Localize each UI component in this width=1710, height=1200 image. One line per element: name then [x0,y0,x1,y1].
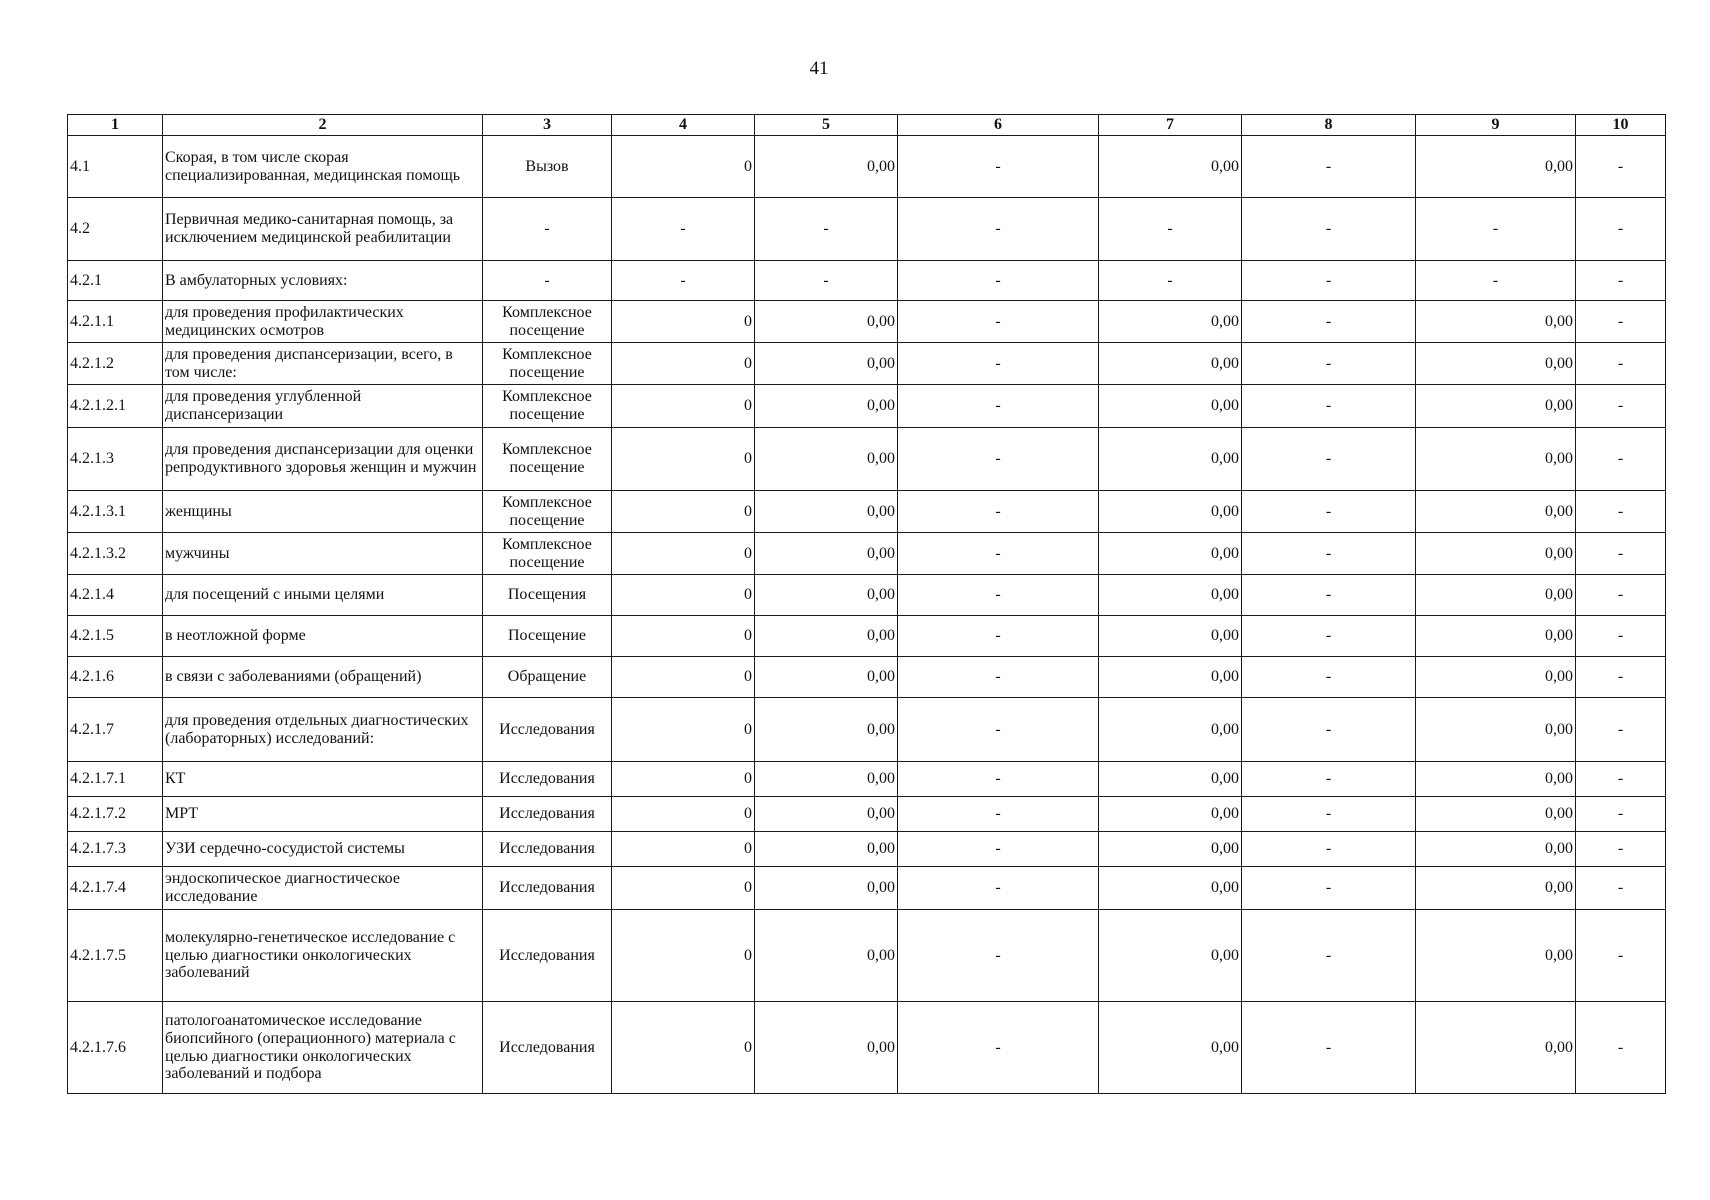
row-col7-value: 0,00 [1099,910,1242,1002]
row-col7-value: 0,00 [1099,428,1242,491]
row-name: Первичная медико-санитарная помощь, за исключением медицинской реабилитации [163,198,483,261]
row-col7-value: 0,00 [1099,136,1242,198]
row-col4-value: 0 [612,136,755,198]
row-col6-value: - [898,198,1099,261]
row-code: 4.2.1.7.3 [68,832,163,867]
row-unit: - [483,261,612,301]
row-unit: - [483,198,612,261]
row-col9-value: 0,00 [1416,762,1576,797]
row-col6-value: - [898,385,1099,428]
row-col8-value: - [1242,575,1416,616]
row-col8-value: - [1242,867,1416,910]
row-col7-value: 0,00 [1099,491,1242,533]
row-col8-value: - [1242,616,1416,657]
row-col9-value: 0,00 [1416,832,1576,867]
row-col10-value: - [1576,533,1666,575]
column-header-6: 6 [898,115,1099,136]
row-col6-value: - [898,533,1099,575]
row-col4-value: - [612,261,755,301]
row-code: 4.2.1.7 [68,698,163,762]
row-code: 4.2 [68,198,163,261]
row-col7-value: 0,00 [1099,301,1242,343]
row-col7-value: 0,00 [1099,533,1242,575]
row-col8-value: - [1242,343,1416,385]
row-col7-value: 0,00 [1099,832,1242,867]
row-col5-value: 0,00 [755,575,898,616]
row-code: 4.2.1.2.1 [68,385,163,428]
table-row [68,533,1666,575]
row-unit: Комплексное посещение [483,343,612,385]
row-col5-value: 0,00 [755,343,898,385]
row-col7-value: - [1099,198,1242,261]
row-col9-value: 0,00 [1416,385,1576,428]
row-name: молекулярно-генетическое исследование с целью диагностики онкологических заболеваний [163,910,483,1002]
row-name: в связи с заболеваниями (обращений) [163,657,483,698]
table-row [68,575,1666,616]
row-col4-value: - [612,198,755,261]
row-code: 4.2.1.4 [68,575,163,616]
row-col10-value: - [1576,797,1666,832]
table-row [68,657,1666,698]
row-col7-value: 0,00 [1099,867,1242,910]
row-col4-value: 0 [612,832,755,867]
column-header-4: 4 [612,115,755,136]
row-col6-value: - [898,616,1099,657]
row-name: мужчины [163,533,483,575]
row-col5-value: 0,00 [755,832,898,867]
row-col8-value: - [1242,261,1416,301]
row-col6-value: - [898,428,1099,491]
row-col6-value: - [898,1002,1099,1094]
page-number: 41 [809,58,829,79]
table-row [68,1002,1666,1094]
row-col9-value: 0,00 [1416,797,1576,832]
row-col8-value: - [1242,136,1416,198]
row-col10-value: - [1576,198,1666,261]
table-row [68,797,1666,832]
table-row [68,832,1666,867]
row-col7-value: 0,00 [1099,797,1242,832]
row-unit: Комплексное посещение [483,428,612,491]
row-col4-value: 0 [612,910,755,1002]
header-row [68,115,1666,136]
row-col9-value: - [1416,261,1576,301]
row-col6-value: - [898,261,1099,301]
row-name: УЗИ сердечно-сосудистой системы [163,832,483,867]
row-col8-value: - [1242,910,1416,1002]
row-col5-value: 0,00 [755,301,898,343]
row-code: 4.2.1.7.1 [68,762,163,797]
row-col5-value: 0,00 [755,910,898,1002]
table-row [68,910,1666,1002]
row-name: для проведения углубленной диспансеризации [163,385,483,428]
table-row [68,698,1666,762]
row-col10-value: - [1576,867,1666,910]
row-col4-value: 0 [612,1002,755,1094]
row-col5-value: 0,00 [755,136,898,198]
row-col4-value: 0 [612,657,755,698]
row-col5-value: 0,00 [755,698,898,762]
row-name: МРТ [163,797,483,832]
row-name: в неотложной форме [163,616,483,657]
row-unit: Посещения [483,575,612,616]
row-col9-value: 0,00 [1416,657,1576,698]
row-col5-value: - [755,198,898,261]
row-col4-value: 0 [612,385,755,428]
row-col5-value: 0,00 [755,657,898,698]
row-col6-value: - [898,491,1099,533]
row-col4-value: 0 [612,575,755,616]
row-col9-value: 0,00 [1416,575,1576,616]
row-code: 4.2.1.7.2 [68,797,163,832]
row-col10-value: - [1576,136,1666,198]
row-col10-value: - [1576,657,1666,698]
row-col8-value: - [1242,832,1416,867]
row-col6-value: - [898,575,1099,616]
row-col8-value: - [1242,491,1416,533]
row-col8-value: - [1242,797,1416,832]
row-col10-value: - [1576,428,1666,491]
row-col4-value: 0 [612,301,755,343]
row-col9-value: 0,00 [1416,428,1576,491]
row-code: 4.2.1.3.2 [68,533,163,575]
row-col9-value: 0,00 [1416,343,1576,385]
row-col9-value: 0,00 [1416,491,1576,533]
row-col8-value: - [1242,428,1416,491]
row-code: 4.2.1.6 [68,657,163,698]
row-col9-value: 0,00 [1416,301,1576,343]
row-col10-value: - [1576,698,1666,762]
row-col10-value: - [1576,343,1666,385]
row-col6-value: - [898,343,1099,385]
row-col7-value: 0,00 [1099,762,1242,797]
row-col8-value: - [1242,385,1416,428]
row-col7-value: 0,00 [1099,1002,1242,1094]
row-col10-value: - [1576,385,1666,428]
row-col9-value: 0,00 [1416,910,1576,1002]
row-col4-value: 0 [612,797,755,832]
row-col4-value: 0 [612,762,755,797]
row-code: 4.2.1.1 [68,301,163,343]
row-col4-value: 0 [612,698,755,762]
table-row [68,762,1666,797]
row-col4-value: 0 [612,616,755,657]
row-col9-value: 0,00 [1416,867,1576,910]
row-unit: Исследования [483,832,612,867]
row-col10-value: - [1576,261,1666,301]
row-col7-value: 0,00 [1099,657,1242,698]
row-col6-value: - [898,657,1099,698]
table-row [68,301,1666,343]
row-unit: Вызов [483,136,612,198]
table-row [68,867,1666,910]
column-header-1: 1 [68,115,163,136]
row-col4-value: 0 [612,343,755,385]
row-code: 4.2.1 [68,261,163,301]
row-col10-value: - [1576,832,1666,867]
row-col10-value: - [1576,616,1666,657]
row-unit: Комплексное посещение [483,491,612,533]
row-name: женщины [163,491,483,533]
row-col5-value: 0,00 [755,616,898,657]
row-code: 4.2.1.2 [68,343,163,385]
row-col6-value: - [898,867,1099,910]
row-code: 4.2.1.5 [68,616,163,657]
row-col5-value: 0,00 [755,385,898,428]
row-unit: Обращение [483,657,612,698]
row-col4-value: 0 [612,533,755,575]
row-col9-value: 0,00 [1416,616,1576,657]
row-col8-value: - [1242,301,1416,343]
row-col7-value: - [1099,261,1242,301]
row-col8-value: - [1242,657,1416,698]
row-name: для проведения отдельных диагностических (лабораторных) исследований: [163,698,483,762]
row-col7-value: 0,00 [1099,698,1242,762]
row-col9-value: 0,00 [1416,698,1576,762]
row-col10-value: - [1576,910,1666,1002]
table-body [68,136,1666,1094]
row-col5-value: - [755,261,898,301]
row-col5-value: 0,00 [755,428,898,491]
row-col10-value: - [1576,762,1666,797]
row-name: для посещений с иными целями [163,575,483,616]
table-row [68,428,1666,491]
row-col8-value: - [1242,762,1416,797]
row-col7-value: 0,00 [1099,343,1242,385]
row-unit: Исследования [483,867,612,910]
table-row [68,491,1666,533]
row-col9-value: 0,00 [1416,1002,1576,1094]
row-col5-value: 0,00 [755,491,898,533]
table-row [68,343,1666,385]
row-col10-value: - [1576,1002,1666,1094]
row-col10-value: - [1576,491,1666,533]
row-col4-value: 0 [612,867,755,910]
row-unit: Исследования [483,698,612,762]
column-header-7: 7 [1099,115,1242,136]
row-name: для проведения диспансеризации, всего, в том числе: [163,343,483,385]
table-row [68,385,1666,428]
row-unit: Исследования [483,1002,612,1094]
row-code: 4.2.1.3 [68,428,163,491]
row-col9-value: 0,00 [1416,136,1576,198]
row-code: 4.1 [68,136,163,198]
row-col8-value: - [1242,1002,1416,1094]
data-table [67,114,1666,1094]
column-header-10: 10 [1576,115,1666,136]
row-col6-value: - [898,762,1099,797]
row-name: патологоанатомическое исследование биопсийного (операционного) материала с целью диагностики онкологических заболеваний и подбора [163,1002,483,1094]
row-col5-value: 0,00 [755,762,898,797]
row-name: КТ [163,762,483,797]
row-col4-value: 0 [612,491,755,533]
row-col8-value: - [1242,698,1416,762]
column-header-9: 9 [1416,115,1576,136]
row-col8-value: - [1242,198,1416,261]
row-name: для проведения профилактических медицинских осмотров [163,301,483,343]
row-col7-value: 0,00 [1099,616,1242,657]
row-name: В амбулаторных условиях: [163,261,483,301]
row-name: Скорая, в том числе скорая специализированная, медицинская помощь [163,136,483,198]
row-col9-value: 0,00 [1416,533,1576,575]
row-col6-value: - [898,136,1099,198]
row-unit: Комплексное посещение [483,301,612,343]
row-col6-value: - [898,832,1099,867]
row-code: 4.2.1.7.6 [68,1002,163,1094]
row-col7-value: 0,00 [1099,385,1242,428]
row-unit: Посещение [483,616,612,657]
row-code: 4.2.1.7.4 [68,867,163,910]
row-unit: Комплексное посещение [483,385,612,428]
row-col9-value: - [1416,198,1576,261]
table-row [68,616,1666,657]
row-col6-value: - [898,698,1099,762]
column-header-2: 2 [163,115,483,136]
column-header-3: 3 [483,115,612,136]
row-col6-value: - [898,301,1099,343]
row-col5-value: 0,00 [755,533,898,575]
row-unit: Исследования [483,797,612,832]
row-col6-value: - [898,910,1099,1002]
row-col5-value: 0,00 [755,867,898,910]
row-code: 4.2.1.3.1 [68,491,163,533]
table-row [68,198,1666,261]
row-name: эндоскопическое диагностическое исследование [163,867,483,910]
row-col10-value: - [1576,575,1666,616]
row-col4-value: 0 [612,428,755,491]
row-col8-value: - [1242,533,1416,575]
row-col10-value: - [1576,301,1666,343]
table-row [68,136,1666,198]
row-code: 4.2.1.7.5 [68,910,163,1002]
row-unit: Комплексное посещение [483,533,612,575]
row-unit: Исследования [483,762,612,797]
column-header-8: 8 [1242,115,1416,136]
row-name: для проведения диспансеризации для оценки репродуктивного здоровья женщин и мужчин [163,428,483,491]
table-row [68,261,1666,301]
row-col7-value: 0,00 [1099,575,1242,616]
row-col5-value: 0,00 [755,1002,898,1094]
row-unit: Исследования [483,910,612,1002]
row-col6-value: - [898,797,1099,832]
row-col5-value: 0,00 [755,797,898,832]
column-header-5: 5 [755,115,898,136]
